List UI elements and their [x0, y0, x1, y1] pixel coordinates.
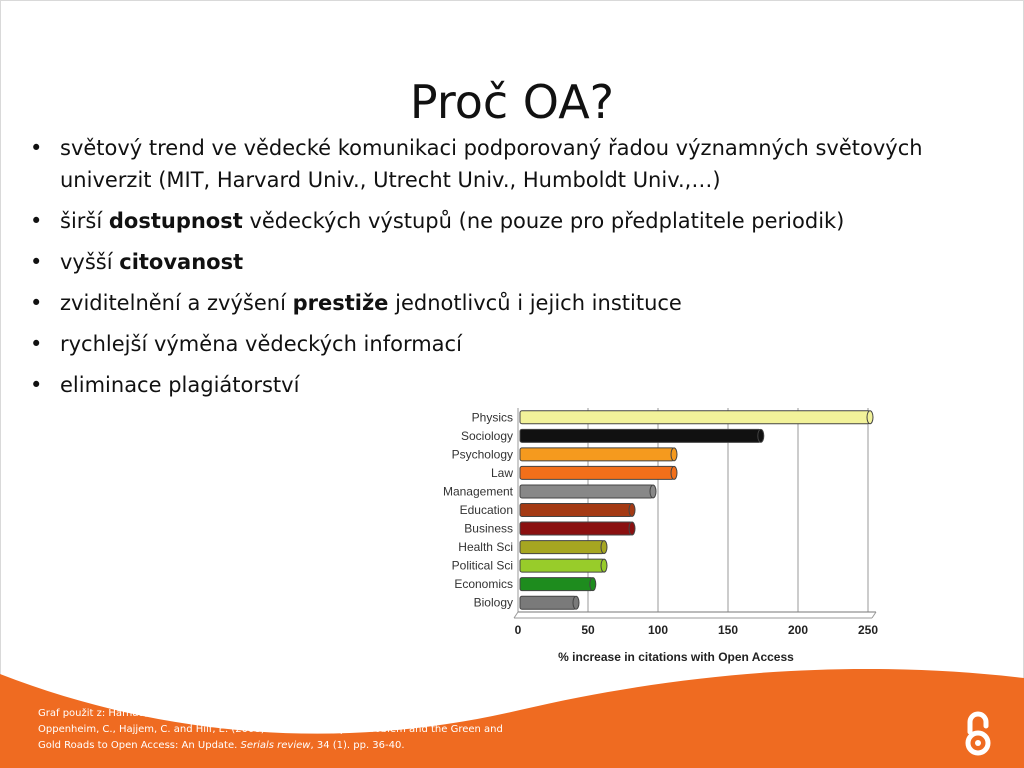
- bullet-dot: •: [30, 136, 43, 160]
- chart-bar-end: [573, 596, 579, 609]
- chart-category-label: Management: [442, 484, 513, 499]
- chart-x-axis-label: % increase in citations with Open Access: [558, 650, 794, 664]
- bullet-dot: •: [30, 373, 43, 397]
- bullet-item: [30, 246, 930, 278]
- chart-x-tick-label: 50: [581, 623, 595, 637]
- chart-bar: [520, 466, 674, 479]
- chart-bar: [520, 541, 604, 554]
- chart-bar-end: [601, 559, 607, 572]
- bullet-text: eliminace plagiátorství: [60, 373, 300, 397]
- chart-category-label: Business: [464, 521, 513, 536]
- chart-category-label: Health Sci: [458, 540, 513, 555]
- chart-category-labels: [443, 410, 514, 609]
- chart-bar: [520, 522, 632, 535]
- citation-text: Graf použit z: Harnad, S., Brody, T., Vallieres, F., Carr, L., Hitchcock, S., Gingras, Y., Oppenheim, C., Hajjem, C. and Hilf, E. (2008) The Access/Impact Problem and the Green and Gold Roads to Open Access: An Update.: [38, 708, 503, 751]
- citation-journal: Serials review: [240, 740, 311, 751]
- citation-increase-chart: [420, 400, 890, 675]
- chart-category-label: Law: [490, 465, 513, 480]
- chart-bar: [520, 578, 593, 591]
- open-access-icon: [958, 710, 998, 758]
- bullet-text: rychlejší výměna vědeckých informací: [60, 332, 462, 356]
- chart-category-label: Political Sci: [451, 558, 513, 573]
- bullet-text-tail: jednotlivců i jejich instituce: [388, 291, 682, 315]
- chart-bar: [520, 596, 576, 609]
- chart-floor-edge: [514, 612, 518, 618]
- chart-bar-end: [671, 466, 677, 479]
- bullet-item: [30, 132, 930, 196]
- bullet-item: [30, 328, 930, 360]
- bullet-emphasis: dostupnost: [108, 209, 243, 233]
- bullet-text: světový trend ve vědecké komunikaci podporovaný řadou významných světových univerzit (MIT, Harvard Univ., Utrecht Univ., Humboldt Univ.,…): [60, 136, 923, 192]
- chart-x-tick-label: 150: [717, 623, 739, 637]
- chart-category-label: Biology: [473, 595, 513, 610]
- bullet-dot: •: [30, 250, 43, 274]
- chart-bar-end: [629, 522, 635, 535]
- bullet-emphasis: citovanost: [119, 250, 244, 274]
- bullet-item: [30, 205, 930, 237]
- chart-x-tick-label: 250: [857, 623, 879, 637]
- chart-bar: [520, 429, 761, 442]
- citation-tail: , 34 (1). pp. 36-40.: [310, 740, 405, 751]
- chart-bar-end: [601, 541, 607, 554]
- bullet-text: širší: [60, 209, 109, 233]
- chart-category-label: Psychology: [451, 447, 513, 462]
- bullet-text: zviditelnění a zvýšení: [60, 291, 293, 315]
- chart-x-tick-labels: [515, 623, 879, 637]
- chart-bar: [520, 559, 604, 572]
- chart-category-label: Education: [459, 503, 513, 517]
- bullet-dot: •: [30, 332, 43, 356]
- chart-bar: [520, 448, 674, 461]
- bullet-emphasis: prestiže: [292, 291, 389, 315]
- citation: [38, 706, 508, 754]
- bullet-item: [30, 369, 930, 401]
- chart-floor-edge: [872, 612, 876, 618]
- chart-category-label: Economics: [454, 577, 513, 592]
- bullet-text-tail: vědeckých výstupů (ne pouze pro předplatitele periodik): [242, 209, 845, 233]
- chart-bar-end: [629, 504, 635, 517]
- chart-bar-end: [650, 485, 656, 498]
- chart-x-tick-label: 100: [647, 623, 669, 637]
- chart-category-label: Physics: [471, 410, 513, 425]
- bullet-dot: •: [30, 291, 43, 315]
- bullet-dot: •: [30, 209, 43, 233]
- chart-bars: [520, 411, 873, 609]
- chart-bar: [520, 504, 632, 517]
- chart-bar-end: [590, 578, 596, 591]
- bullet-list: [30, 132, 930, 410]
- chart-bar-end: [758, 429, 764, 442]
- slide-title: Proč OA?: [409, 74, 615, 129]
- chart-category-label: Sociology: [460, 428, 513, 443]
- chart-bar: [520, 411, 870, 424]
- chart-bar-end: [671, 448, 677, 461]
- bullet-text: vyšší: [60, 250, 120, 274]
- chart-bar-end: [867, 411, 873, 424]
- chart-bar: [520, 485, 653, 498]
- chart-x-tick-label: 200: [787, 623, 809, 637]
- bullet-item: [30, 287, 930, 319]
- chart-x-tick-label: 0: [514, 623, 522, 637]
